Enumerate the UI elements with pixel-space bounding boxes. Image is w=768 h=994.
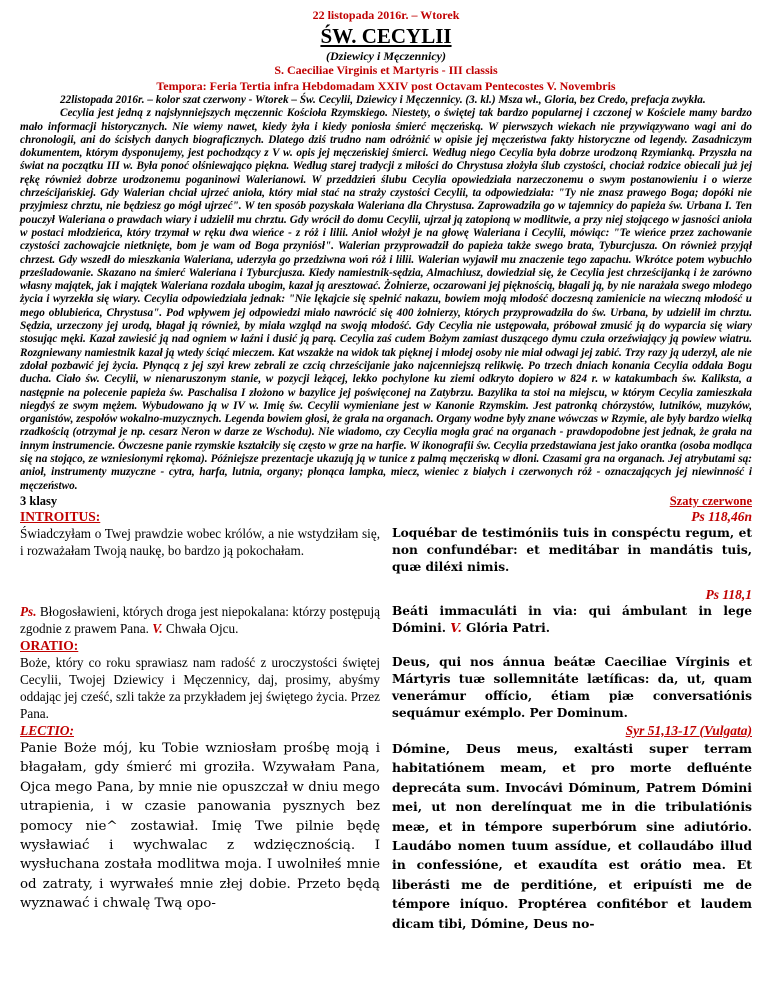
intro-line1: 22listopada 2016r. – kolor szat czerwony - Wtorek – Św. Cecylii, Dziewicy i Męczennicy. (3. kl.) Msza wł., Gloria, bez Credo, prefacja zwykła. (60, 94, 706, 106)
psalm-section (20, 586, 752, 637)
lectio-ref: Syr 51,13-17 (Vulgata) (625, 722, 752, 738)
intro-text (20, 94, 752, 493)
introitus-pl: Świadczyłam o Twej prawdzie wobec królów, a nie wstydziłam się, i rozważałam Twoją naukę, bo bardzo ją pokochałam. (20, 525, 380, 558)
intro-body: Cecylia jest jedną z najsłynniejszych męczennic Kościoła Rzymskiego. Niestety, o świętej tak bardzo popularnej i czczonej w Kościele mamy bardzo mało informacji historycznych. Nie wiemy nawet, kiedy żyła i kiedy poniosła śmierć męczeńską. W pierwszych wiekach nie przywiązywano wagi ani do chronologii, ani do ścisłych danych biograficznych. Dlatego dziś trudno nam odróżnić w opisie jej męczeństwa fakty historyczne od legendy. Zasadniczym dokumentem, którym dysponujemy, jest pochodzący z V w. opis jej męczeńskiej śmierci. Według niego Cecylia była dobrze urodzoną Rzymianką. Przyszła na świat na początku III w. Była ponoć olśniewająco piękna. Według starej tradycji z miłości do Chrystusa złożyła ślub czystości, chociaż rodzice obiecali już jej rękę również dobrze urodzonemu poganinowi Walerianowi. W przeddzień ślubu Cecylia opowiedziała narzeczonemu o swym postanowieniu i o wierze chrześcijańskiej. Gdy Walerian chciał ujrzeć anioła, który miał stać na straży czystości Cecylii, ta odpowiedziała: "Ty nie znasz prawego Boga; dopóki nie przyjmiesz chrztu, nie będziesz go mógł ujrzeć". W ten sposób pozyskała Waleriana dla Chrystusa. Zaprowadziła go w tajemnicy do papieża św. Urbana I. Ten pouczył Waleriana o prawdach wiary i udzielił mu chrztu. Gdy wrócił do domu Cecylii, ujrzał ją zatopioną w modlitwie, a przy niej stojącego w jasności anioła w postaci młodzieńca, który trzymał w ręku dwa wieńce - z róż i lilii. Anioł włożył je na głowę Waleriana i Cecylii, mówiąc: "Te wieńce przez zachowanie czystości zachowajcie nietknięte, bom je wam od Boga przyniósł". Walerian przyprowadził do papieża także swego brata, Tyburcjusza. On również przyjął chrzest. Gdy wszedł do mieszkania Waleriana, uderzyła go przedziwna woń róż i lilii. Walerian wyjawił mu znaczenie tego zapachu. Wkrótce potem wybuchło prześladowanie. Skazano na śmierć Waleriana i Tyburcjusza. Kiedy namiestnik-sędzia, Almachiusz, dowiedział się, że Cecylia jest chrześcijanką i że zarówno własny majątek, jak i majątek Waleriana rozdała ubogim, kazał ją aresztować. Żołnierze, oczarowani jej pięknością, błagali ją, by nie narażała swego młodego życia i wyrzekła się wiary. Cecylia odpowiedziała jednak: "Nie lękajcie się spełnić nakazu, bowiem moją młodość doczesną zamienicie na wieczną młodość u mego oblubieńca, Chrystusa". Pod wpływem jej odpowiedzi miało nawrócić się 400 żołnierzy, których przyprowadziła do św. Urbana, by udzielił im chrztu. Sędzia, urzeczony jej urodą, błagał ją również, by miała wzgląd na swoją młodość. Gdy Cecylia nie ustępowała, próbował zmusić ją do wyparcia się wiary stosując męki. Kazał zawiesić ją nad ogniem w łaźni i dusić ją parą. Cecylia zaś cudem Bożym zamiast duszącego dymu czuła orzeźwiający ją powiew wiatru. Rozgniewany namiestnik kazał ją wtedy ściąć mieczem. Kat wszakże na widok tak pięknej i młodej osoby nie miał odwagi jej zabić. Trzy razy ją uderzył, ale nie zdołał pozbawić jej życia. Płynącą z jej szyi krew zebrali ze czcią chrześcijanie jako najcenniejszą relikwię. Po trzech dniach konania Cecylia oddała Bogu ducha. Ciało św. Cecylii, w nienaruszonym stanie, w pozycji leżącej, lekko pochylone ku ziemi odkryto dopiero w 824 r. w katakumbach św. Kaliksta, a następnie na polecenie papieża św. Paschalisa I złożono w bazylice jej poświęconej na Zatybrzu. Bazylika ta stoi na miejscu, w którym Cecylia zamieszkała niegdyś ze swym mężem. Wybudowano ją w IV w. Imię św. Cecylii wymieniane jest w Kanonie Rzymskim. Jest patronką chórzystów, lutników, muzyków, organistów, zespołów wokalno-muzycznych. Legenda bowiem głosi, że grała na organach. Organy wodne były znane wówczas w Rzymie, ale były bardzo wielką rzadkością (otrzymał je np. cesarz Neron w darze ze Wschodu). Nie wiadomo, czy Cecylia mogła grać na organach - prawdopodobne jest jednak, że grała na innym instrumencie. Ówczesne panie rzymskie kształciły się często w grze na harfie. W ikonografii św. Cecylia przedstawiana jest jako orantka (osoba modląca się na stojąco, ze wzniesionymi rękoma). Późniejsze prezentacje ukazują ją w tunice z palmą męczeńską w dłoni. Czasami gra na organach. Jej atrybutami są: anioł, instrumenty muzyczne - cytra, harfa, lutnia, organy; płonąca lampka, miecz, wieniec z białych i czerwonych róż - oznaczających jej niewinność i męczeństwo. (20, 107, 752, 492)
subtitle: (Dziewicy i Męczennicy) (326, 49, 446, 63)
psalm-pl (20, 603, 380, 637)
date-line: 22 listopada 2016r. – Wtorek (312, 8, 460, 22)
latin-name: S. Caeciliae Virginis et Martyris - III classis (274, 63, 498, 77)
lectio-section (20, 739, 752, 933)
oratio-pl: Boże, który co roku sprawiasz nam radość z uroczystości świętej Cecylii, Twojej Dziewicy i Męczennicy, daj, prosimy, abyśmy oddając jej cześć, szli także za przykładem jej świętego życia. Przez Pana. (20, 654, 380, 721)
lectio-heading: LECTIO: (20, 722, 74, 738)
psalm-la (392, 603, 752, 637)
introitus-heading: INTROITUS: (20, 508, 101, 524)
oratio-section (20, 637, 752, 722)
class-bar (20, 494, 752, 508)
psalm-pl-end: Chwała Ojcu. (162, 620, 239, 636)
oratio-la: Deus, qui nos ánnua beátæ Caeciliae Vírginis et Mártyris tuæ sollemnitáte lætíficas: da, ut, quam venerámur offício, étiam piæ conversatiónis sequámur exémplo. Per Dominum. (392, 654, 752, 720)
lectio-heading-row (20, 722, 752, 739)
oratio-heading: ORATIO: (20, 637, 79, 653)
lectio-la: Dómine, Deus meus, exaltásti super terram habitatiónem meam, et pro morte defluénte deprecáta sum. Invocávi Dóminum, Patrem Dómini mei, ut non derelínquat me in die tribulatiónis meæ, et in témpore superbórum sine adiutório. Laudábo nomen tuum assídue, et collaudábo illud in confessióne, et exaudíta est orátio mea. Et liberásti me de perditióne, et eripuísti me de témpore iníquo. Proptérea confitébor et laudem dicam tibi, Dómine, Deus no- (392, 740, 752, 931)
psalm-la-end: Glória Patri. (461, 620, 551, 635)
introitus-la: Loquébar de testimóniis tuis in conspéctu regum, et non confundébar: et meditábar in mandátis tuis, quæ diléxi nimis. (392, 525, 752, 574)
page-title: ŚW. CECYLII (320, 24, 452, 48)
versicle-label: V. (152, 620, 163, 636)
introitus-ref: Ps 118,46n (691, 508, 752, 524)
psalm-ref: Ps 118,1 (705, 586, 752, 602)
vestments-label: Szaty czerwone (669, 493, 752, 508)
document-page (20, 8, 752, 933)
introitus-section (20, 508, 752, 576)
tempora-line: Tempora: Feria Tertia infra Hebdomadam XXIV post Octavam Pentecostes V. Novembris (156, 79, 616, 93)
psalm-la-text: Beáti immaculáti in via: qui ámbulant in lege Dómini. (392, 603, 752, 635)
ps-label: Ps. (20, 603, 37, 619)
class-label: 3 klasy (20, 493, 58, 508)
lectio-pl: Panie Boże mój, ku Tobie wzniosłam prośbę moją i błagałam, gdy śmierć mi groziła. Wzywałam Pana, Ojca mego Pana, by mnie nie opuszczał w dniu mego utrapienia, i w czasie panowania pysznych bez pomocy nie^ zostawiał. Imię Twe pilnie będę wysławiać i wychwalac z wdzięcznością. I wysłuchana została modlitwa moja. I uwolniłeś mnie od zatraty, i wyrwałeś mnie złej dobie. Przeto będą wyznawać i chwalę Twą opo- (20, 740, 380, 912)
versicle-label-la: V. (450, 620, 462, 635)
psalm-pl-text: Błogosławieni, których droga jest niepokalana: którzy postępują zgodnie z prawem Pana. (20, 603, 380, 636)
